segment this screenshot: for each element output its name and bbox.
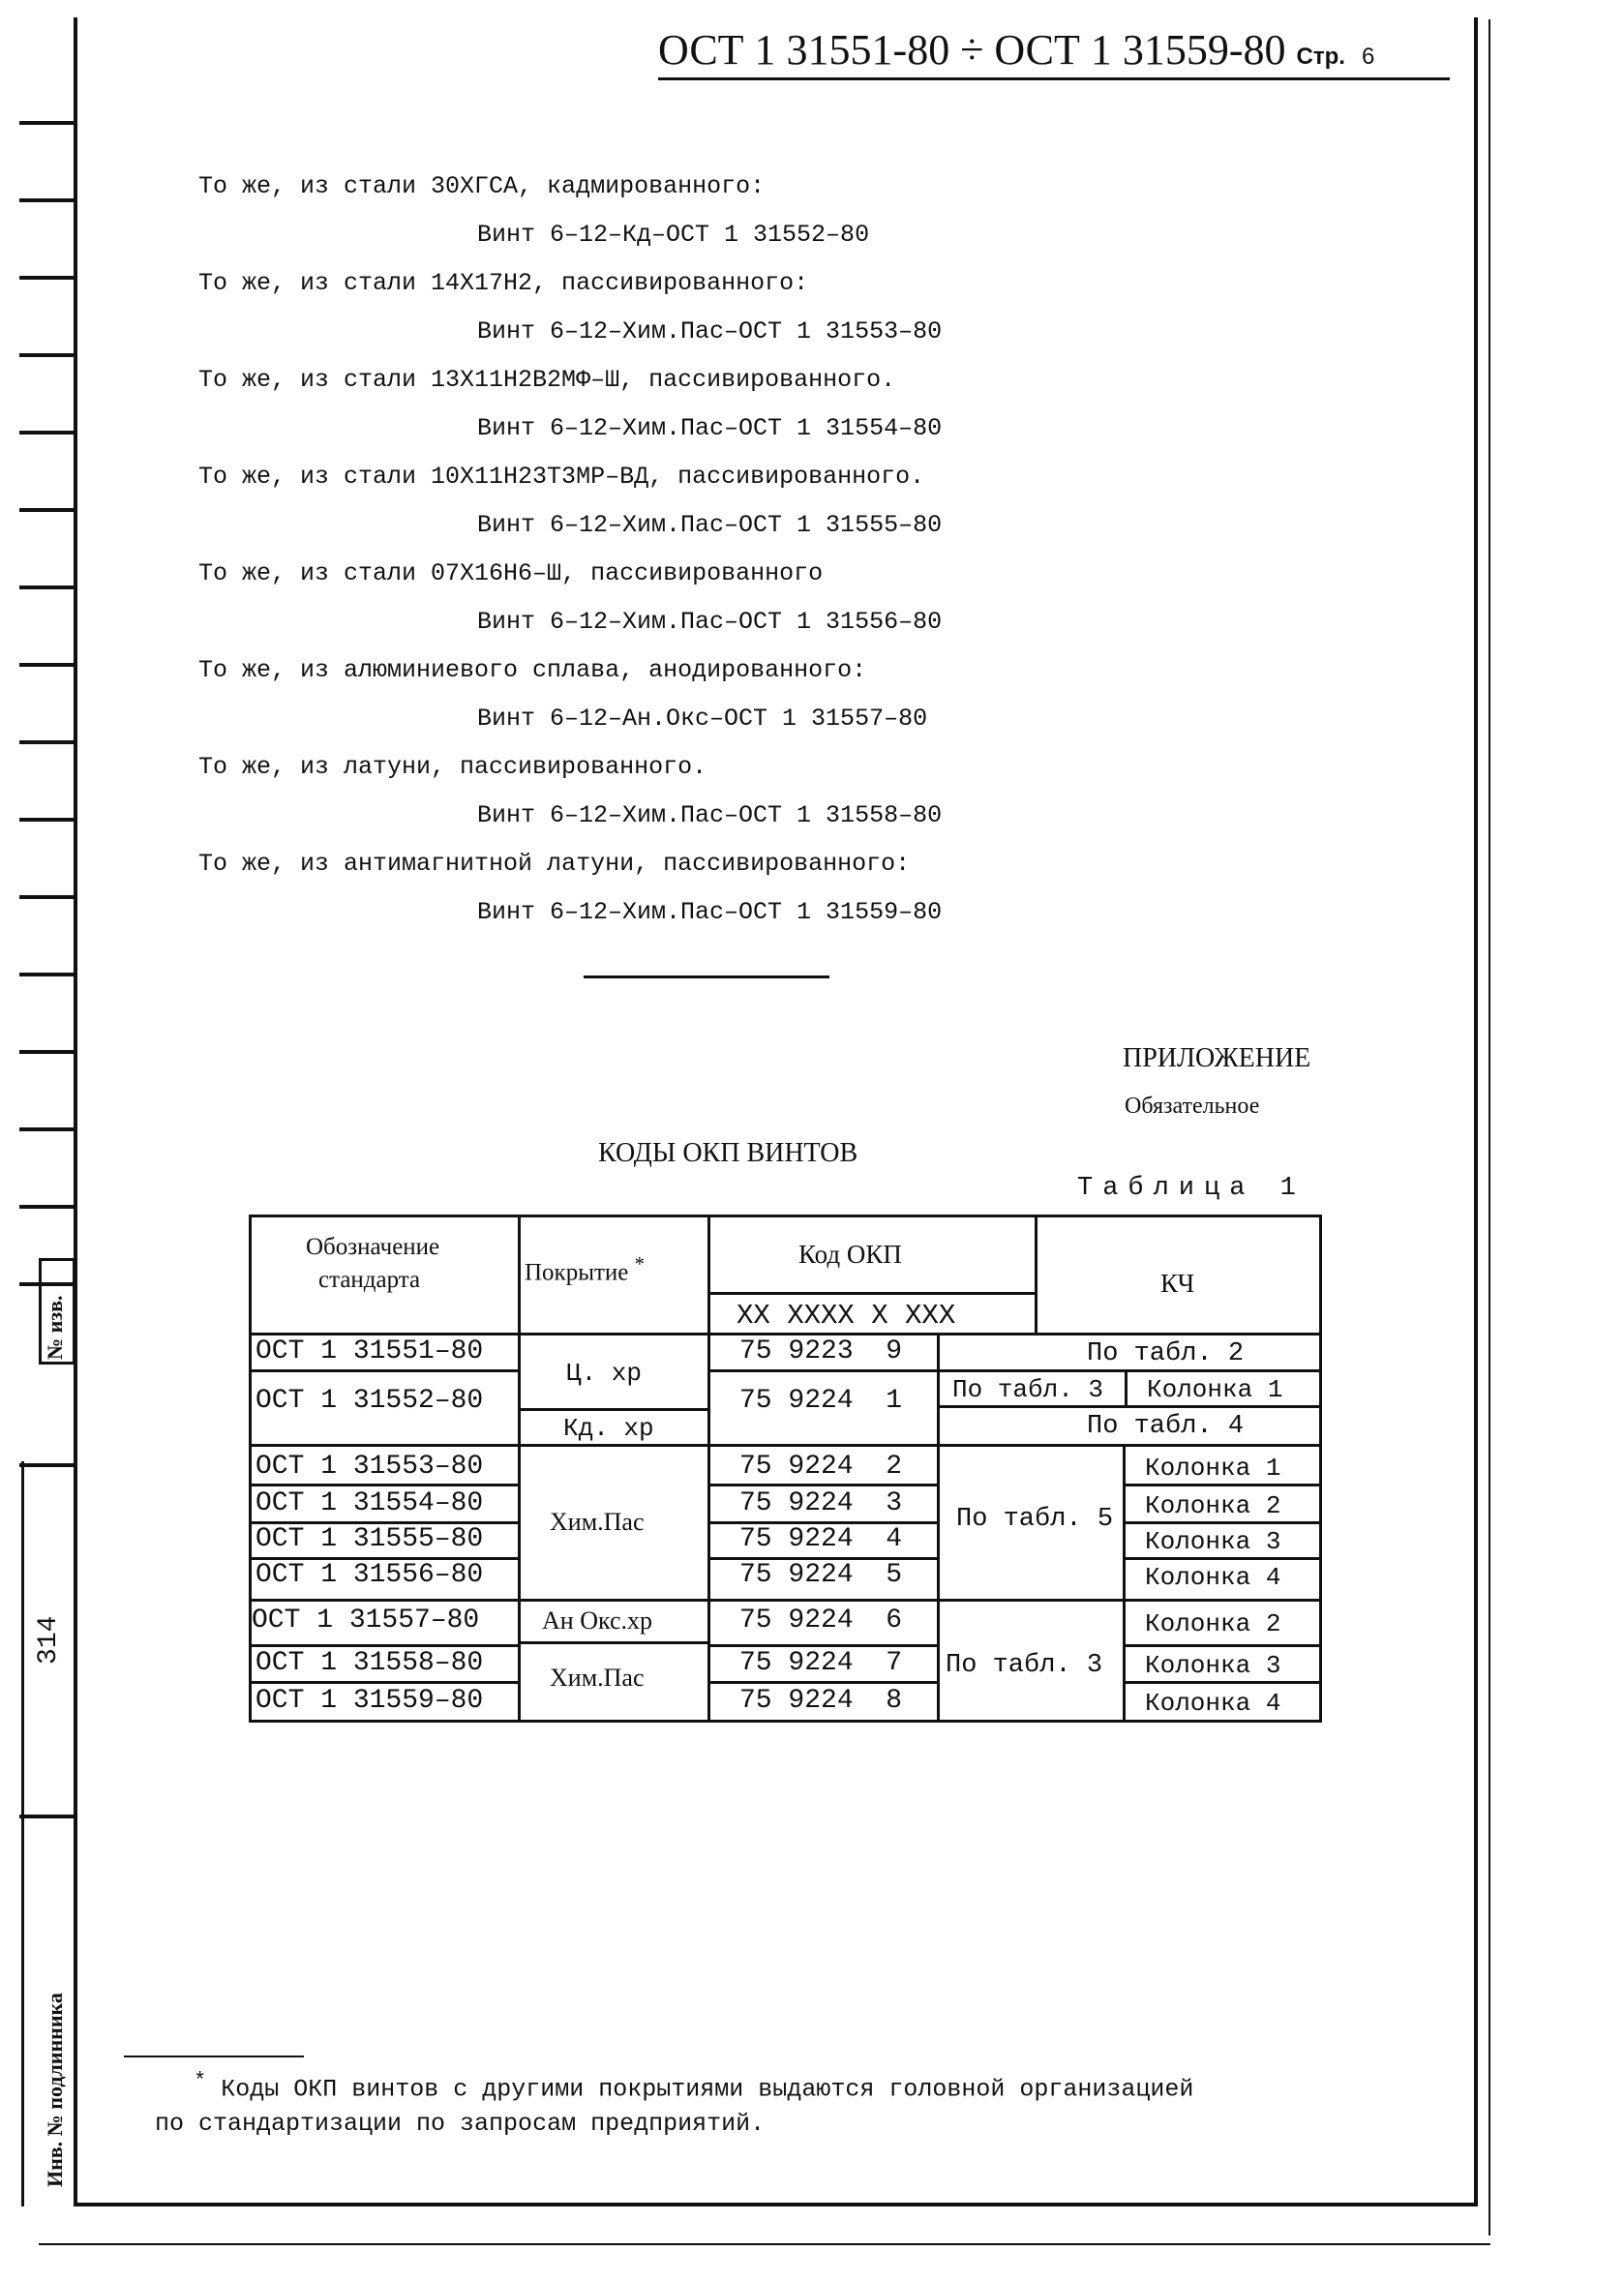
row-rule: [518, 1641, 707, 1644]
kch-column-cell: Колонка 2: [1145, 1609, 1281, 1638]
example-code: Винт 6–12–Ан.Окс–ОСТ 1 31557–80: [477, 705, 928, 733]
row-rule: [1123, 1521, 1322, 1524]
kch-column-cell: Колонка 4: [1145, 1689, 1281, 1718]
coating-cell: Ан Окс.хр: [542, 1606, 652, 1635]
footnote-rule: [124, 2056, 304, 2057]
margin-izm-label: № изв.: [43, 1295, 67, 1360]
okp-code-cell: 75 9223 9: [739, 1336, 903, 1366]
example-text: То же, из латуни, пассивированного.: [198, 753, 707, 781]
kch-column-cell: Колонка 1: [1145, 1454, 1281, 1483]
okp-code-cell: 75 9224 5: [739, 1560, 903, 1590]
standard-cell: ОСТ 1 31552–80: [256, 1386, 484, 1416]
header-coating: [525, 1252, 645, 1286]
kch-column-cell: Колонка 2: [1145, 1491, 1281, 1520]
row-rule: [1123, 1484, 1322, 1486]
kch-cell: По табл. 3: [952, 1375, 1104, 1404]
column-divider: [518, 1215, 521, 1723]
header-standard-line2: стандарта: [318, 1267, 421, 1293]
kch-cell: По табл. 3: [946, 1651, 1103, 1680]
kch-cell: Колонка 1: [1147, 1375, 1283, 1404]
header-divider: [707, 1292, 1037, 1295]
footnote-line1-text: Коды ОКП винтов с другими покрытиями выдаются головной организацией: [221, 2075, 1194, 2104]
header-kch: КЧ: [1160, 1269, 1195, 1298]
coating-cell: Ц. хр: [566, 1359, 643, 1388]
example-text: То же, из стали 14Х17Н2, пассивированного:: [198, 269, 809, 297]
table-label: Таблица 1: [1077, 1174, 1306, 1203]
row-rule: [707, 1369, 1322, 1372]
footnote-line1: [194, 2069, 1193, 2103]
header-bottom-rule: [249, 1333, 1322, 1336]
standard-cell: ОСТ 1 31554–80: [256, 1488, 484, 1518]
row-rule: [249, 1444, 1322, 1447]
standard-cell: ОСТ 1 31557–80: [252, 1606, 480, 1636]
coating-footnote-mark: *: [634, 1252, 646, 1276]
row-rule: [1123, 1681, 1322, 1684]
example-code: Винт 6–12–Хим.Пас–ОСТ 1 31559–80: [477, 898, 943, 926]
table-border-top: [249, 1215, 1322, 1217]
example-text: То же, из алюминиевого сплава, анодированного:: [198, 656, 867, 684]
kch-cell: По табл. 2: [1087, 1339, 1245, 1368]
header-standard: Обозначение: [306, 1234, 440, 1260]
codes-title: КОДЫ ОКП ВИНТОВ: [598, 1138, 858, 1168]
row-rule: [518, 1408, 707, 1411]
kch-column-cell: Колонка 3: [1145, 1527, 1281, 1556]
column-divider: [937, 1335, 940, 1720]
footnote-line2: по стандартизации по запросам предприятий.: [155, 2110, 766, 2138]
okp-code-cell: 75 9224 3: [739, 1488, 903, 1518]
page-number: 6: [1361, 44, 1375, 70]
standard-cell: ОСТ 1 31555–80: [256, 1524, 484, 1554]
standard-cell: ОСТ 1 31559–80: [256, 1686, 484, 1716]
table-border-bottom: [249, 1720, 1322, 1723]
example-code: Винт 6–12–Хим.Пас–ОСТ 1 31554–80: [477, 414, 943, 442]
coating-cell: Хим.Пас: [550, 1508, 645, 1536]
example-text: То же, из стали 10Х11Н23Т3МР–ВД, пассивированного.: [198, 463, 925, 491]
row-rule: [249, 1599, 1322, 1602]
column-divider: [1035, 1215, 1038, 1335]
row-rule: [249, 1369, 518, 1372]
okp-code-cell: 75 9224 8: [739, 1686, 903, 1716]
header-okp-format: XX XXXX X XXX: [737, 1300, 956, 1332]
row-rule: [249, 1681, 518, 1684]
standard-cell: ОСТ 1 31551–80: [256, 1336, 484, 1366]
row-rule: [249, 1644, 518, 1647]
example-text: То же, из стали 13Х11Н2В2МФ–Ш, пассивированного.: [198, 366, 896, 394]
kch-cell: По табл. 4: [1087, 1412, 1245, 1441]
margin-inv-label: Инв. № подлинника: [43, 1993, 67, 2187]
coating-cell: Хим.Пас: [550, 1664, 645, 1692]
example-code: Винт 6–12–Хим.Пас–ОСТ 1 31553–80: [477, 317, 943, 345]
row-rule: [707, 1681, 937, 1684]
standard-cell: ОСТ 1 31556–80: [256, 1560, 484, 1590]
kch-column-cell: Колонка 3: [1145, 1651, 1281, 1680]
row-rule: [249, 1484, 518, 1486]
row-rule: [707, 1644, 937, 1647]
header-okp: Код ОКП: [798, 1240, 902, 1269]
row-rule: [1123, 1557, 1322, 1560]
standard-cell: ОСТ 1 31558–80: [256, 1648, 484, 1678]
okp-code-cell: 75 9224 1: [739, 1386, 903, 1416]
example-text: То же, из стали 30ХГСА, кадмированного:: [198, 172, 766, 200]
example-code: Винт 6–12–Хим.Пас–ОСТ 1 31556–80: [477, 608, 943, 636]
footnote-mark: *: [194, 2069, 207, 2093]
column-divider: [1123, 1446, 1126, 1720]
okp-code-cell: 75 9224 2: [739, 1452, 903, 1482]
row-rule: [937, 1405, 1322, 1408]
example-code: Винт 6–12–Хим.Пас–ОСТ 1 31558–80: [477, 801, 943, 829]
okp-code-cell: 75 9224 6: [739, 1606, 903, 1636]
page-label: Стр.: [1296, 44, 1345, 70]
kch-cell: По табл. 5: [956, 1505, 1114, 1534]
okp-code-cell: 75 9224 7: [739, 1648, 903, 1678]
header-coating-text: Покрытие: [525, 1259, 629, 1286]
kch-column-cell: Колонка 4: [1145, 1563, 1281, 1592]
okp-code-cell: 75 9224 4: [739, 1524, 903, 1554]
appendix-title: ПРИЛОЖЕНИЕ: [1123, 1043, 1311, 1073]
standard-cell: ОСТ 1 31553–80: [256, 1452, 484, 1482]
row-rule: [1123, 1644, 1322, 1647]
example-code: Винт 6–12–Хим.Пас–ОСТ 1 31555–80: [477, 511, 943, 539]
example-code: Винт 6–12–Кд–ОСТ 1 31552–80: [477, 221, 870, 249]
appendix-subtitle: Обязательное: [1125, 1094, 1260, 1119]
column-divider: [1125, 1371, 1128, 1407]
row-rule: [707, 1484, 937, 1486]
coating-cell: Кд. хр: [563, 1414, 654, 1443]
example-text: То же, из стали 07Х16Н6–Ш, пассивированного: [198, 559, 824, 587]
example-text: То же, из антимагнитной латуни, пассивированного:: [198, 850, 911, 878]
document-title: ОСТ 1 31551-80 ÷ ОСТ 1 31559-80: [658, 26, 1286, 74]
margin-page-number: 314: [34, 1615, 64, 1665]
